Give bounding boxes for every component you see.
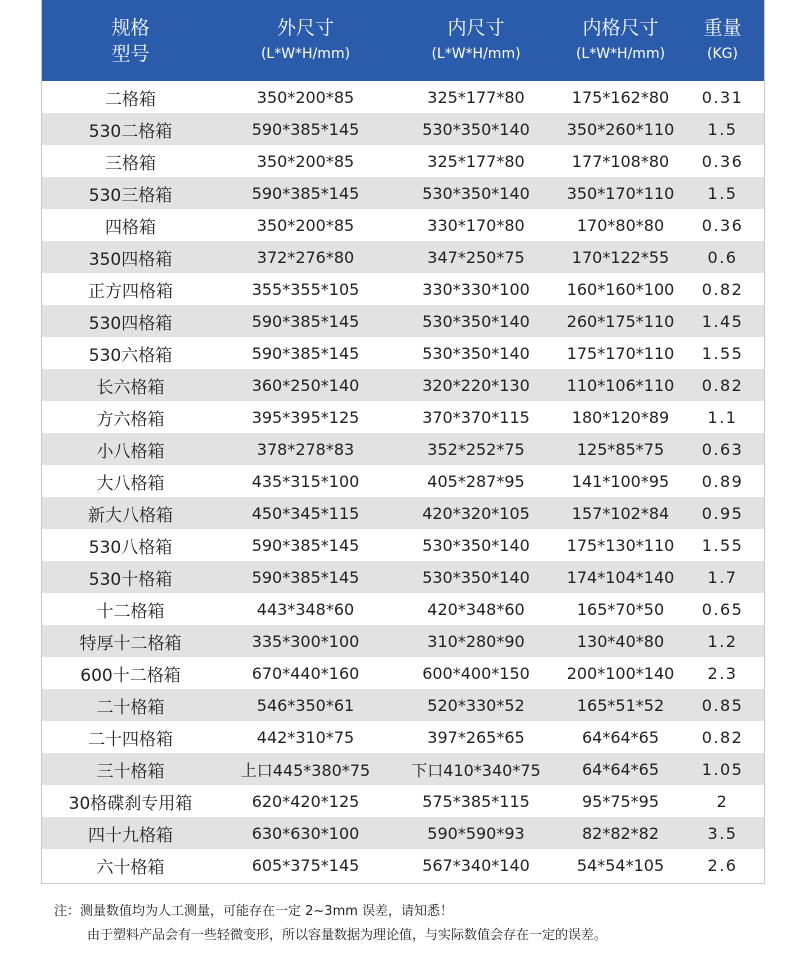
cell-model: 三格箱 — [105, 153, 156, 174]
table-row — [42, 849, 764, 881]
cell-model: 四十九格箱 — [88, 825, 173, 846]
cell-outer-size: 372*276*80 — [256, 247, 355, 267]
cell-weight: 0.36 — [701, 215, 744, 235]
note-line-1: 注：测量数值均为人工测量，可能存在一定 2~3mm 误差，请知悉！ — [54, 904, 454, 919]
table-row — [42, 113, 764, 145]
cell-weight: 3.5 — [707, 823, 738, 843]
cell-model: 长六格箱 — [96, 377, 165, 398]
cell-cell-size: 175*130*110 — [566, 535, 675, 555]
cell-cell-size: 350*170*110 — [566, 183, 675, 203]
cell-cell-size: 200*100*140 — [566, 663, 675, 683]
cell-cell-size: 95*75*95 — [581, 791, 660, 811]
cell-weight: 1.7 — [707, 567, 738, 587]
header-cell-size: 内格尺寸 (L*W*H/mm) — [575, 16, 666, 62]
cell-outer-size: 378*278*83 — [256, 439, 355, 459]
cell-model: 三十格箱 — [96, 761, 165, 782]
table-row — [42, 241, 764, 273]
cell-inner-size: 600*400*150 — [422, 663, 530, 683]
cell-inner-size: 310*280*90 — [427, 631, 525, 651]
cell-weight: 0.31 — [701, 87, 744, 107]
cell-cell-size: 157*102*84 — [571, 503, 670, 523]
cell-cell-size: 110*106*110 — [566, 375, 675, 395]
cell-model: 六十格箱 — [96, 857, 165, 878]
table-row — [42, 401, 764, 433]
cell-weight: 0.89 — [701, 471, 744, 491]
cell-cell-size: 175*170*110 — [566, 343, 675, 363]
cell-outer-size: 590*385*145 — [251, 311, 360, 331]
table-row — [42, 81, 764, 113]
cell-inner-size: 397*265*65 — [427, 727, 525, 747]
cell-model: 530三格箱 — [88, 185, 173, 206]
cell-cell-size: 175*162*80 — [571, 87, 670, 107]
cell-model: 新大八格箱 — [88, 505, 173, 526]
cell-outer-size: 630*630*100 — [251, 823, 360, 843]
cell-inner-size: 325*177*80 — [427, 151, 525, 171]
cell-model: 30格碟刹专用箱 — [68, 793, 193, 814]
cell-weight: 2 — [716, 791, 729, 811]
table-row — [42, 177, 764, 209]
cell-cell-size: 130*40*80 — [576, 631, 665, 651]
cell-outer-size: 335*300*100 — [251, 631, 360, 651]
cell-outer-size: 620*420*125 — [251, 791, 360, 811]
cell-outer-size: 590*385*145 — [251, 567, 360, 587]
cell-model: 二十四格箱 — [88, 729, 173, 750]
cell-model: 530八格箱 — [88, 537, 173, 558]
cell-weight: 0.82 — [701, 727, 744, 747]
cell-inner-size: 320*220*130 — [422, 375, 530, 395]
cell-cell-size: 82*82*82 — [581, 823, 660, 843]
cell-cell-size: 260*175*110 — [566, 311, 675, 331]
cell-outer-size: 590*385*145 — [251, 119, 360, 139]
cell-cell-size: 180*120*89 — [571, 407, 670, 427]
cell-model: 小八格箱 — [96, 441, 165, 462]
cell-inner-size: 530*350*140 — [422, 343, 530, 363]
cell-weight: 0.82 — [701, 279, 744, 299]
cell-inner-size: 325*177*80 — [427, 87, 525, 107]
cell-model: 二格箱 — [105, 89, 156, 110]
cell-weight: 2.3 — [707, 663, 738, 683]
cell-outer-size: 360*250*140 — [251, 375, 360, 395]
cell-cell-size: 165*51*52 — [576, 695, 665, 715]
cell-cell-size: 54*54*105 — [576, 855, 665, 875]
table-row — [42, 657, 764, 689]
cell-weight: 0.36 — [701, 151, 744, 171]
header-model: 规格 型号 — [111, 16, 150, 65]
table-row — [42, 497, 764, 529]
cell-weight: 2.6 — [707, 855, 738, 875]
cell-model: 350四格箱 — [88, 249, 173, 270]
cell-inner-size: 530*350*140 — [422, 119, 530, 139]
table-row — [42, 753, 764, 785]
table-row — [42, 561, 764, 593]
cell-outer-size: 605*375*145 — [251, 855, 360, 875]
table-row — [42, 529, 764, 561]
cell-inner-size: 330*330*100 — [422, 279, 530, 299]
cell-outer-size: 350*200*85 — [256, 215, 355, 235]
cell-model: 530四格箱 — [88, 313, 173, 334]
cell-inner-size: 530*350*140 — [422, 567, 530, 587]
table-row — [42, 721, 764, 753]
cell-model: 正方四格箱 — [88, 281, 173, 302]
cell-cell-size: 160*160*100 — [566, 279, 675, 299]
cell-weight: 1.45 — [701, 311, 744, 331]
table-row — [42, 465, 764, 497]
cell-weight: 1.5 — [707, 119, 738, 139]
cell-weight: 0.6 — [707, 247, 738, 267]
cell-outer-size: 395*395*125 — [251, 407, 360, 427]
cell-outer-size: 355*355*105 — [251, 279, 360, 299]
cell-model: 530十格箱 — [88, 569, 173, 590]
cell-model: 大八格箱 — [96, 473, 165, 494]
cell-outer-size: 670*440*160 — [251, 663, 360, 683]
table-row — [42, 817, 764, 849]
cell-model: 530二格箱 — [88, 121, 173, 142]
cell-inner-size: 530*350*140 — [422, 311, 530, 331]
cell-cell-size: 170*80*80 — [576, 215, 665, 235]
cell-inner-size: 420*348*60 — [427, 599, 525, 619]
header-inner-size: 内尺寸 (L*W*H/mm) — [431, 16, 521, 62]
table-row — [42, 209, 764, 241]
cell-weight: 1.2 — [707, 631, 738, 651]
table-row — [42, 369, 764, 401]
cell-weight: 0.95 — [701, 503, 744, 523]
cell-outer-size: 590*385*145 — [251, 343, 360, 363]
cell-outer-size: 590*385*145 — [251, 183, 360, 203]
cell-inner-size: 590*590*93 — [427, 823, 525, 843]
cell-outer-size: 上口445*380*75 — [240, 760, 371, 780]
cell-cell-size: 174*104*140 — [566, 567, 675, 587]
cell-inner-size: 567*340*140 — [422, 855, 530, 875]
table-row — [42, 305, 764, 337]
spec-table-container — [41, 0, 765, 884]
cell-inner-size: 347*250*75 — [427, 247, 525, 267]
cell-cell-size: 125*85*75 — [576, 439, 665, 459]
cell-weight: 0.85 — [701, 695, 744, 715]
cell-outer-size: 350*200*85 — [256, 151, 355, 171]
spec-table — [42, 0, 764, 881]
cell-cell-size: 165*70*50 — [576, 599, 665, 619]
table-row — [42, 625, 764, 657]
cell-inner-size: 520*330*52 — [427, 695, 525, 715]
table-row — [42, 593, 764, 625]
cell-cell-size: 141*100*95 — [571, 471, 670, 491]
notes — [54, 900, 774, 948]
cell-weight: 0.63 — [701, 439, 744, 459]
table-row — [42, 145, 764, 177]
cell-cell-size: 177*108*80 — [571, 151, 670, 171]
table-body — [42, 81, 764, 881]
cell-weight: 0.82 — [701, 375, 744, 395]
cell-weight: 0.65 — [701, 599, 744, 619]
table-row — [42, 433, 764, 465]
cell-model: 二十格箱 — [96, 697, 165, 718]
cell-model: 方六格箱 — [96, 409, 165, 430]
cell-inner-size: 575*385*115 — [422, 791, 530, 811]
cell-outer-size: 435*315*100 — [251, 471, 360, 491]
table-row — [42, 689, 764, 721]
cell-inner-size: 530*350*140 — [422, 183, 530, 203]
cell-inner-size: 420*320*105 — [422, 503, 530, 523]
cell-cell-size: 64*64*65 — [581, 759, 660, 779]
table-row — [42, 337, 764, 369]
cell-weight: 1.55 — [701, 535, 744, 555]
table-header-row — [42, 0, 764, 81]
cell-outer-size: 590*385*145 — [251, 535, 360, 555]
cell-cell-size: 64*64*65 — [581, 727, 660, 747]
cell-cell-size: 170*122*55 — [571, 247, 670, 267]
cell-inner-size: 352*252*75 — [427, 439, 525, 459]
cell-inner-size: 330*170*80 — [427, 215, 525, 235]
cell-weight: 1.05 — [701, 759, 744, 779]
cell-outer-size: 442*310*75 — [256, 727, 355, 747]
cell-weight: 1.1 — [707, 407, 738, 427]
table-row — [42, 785, 764, 817]
header-weight: 重量 (KG) — [703, 16, 742, 62]
cell-outer-size: 546*350*61 — [256, 695, 355, 715]
cell-inner-size: 370*370*115 — [422, 407, 530, 427]
cell-inner-size: 下口410*340*75 — [411, 760, 541, 780]
cell-cell-size: 350*260*110 — [566, 119, 675, 139]
header-outer-size: 外尺寸 (L*W*H/mm) — [260, 16, 351, 62]
cell-outer-size: 450*345*115 — [251, 503, 360, 523]
cell-model: 四格箱 — [105, 217, 156, 238]
cell-model: 特厚十二格箱 — [79, 633, 182, 654]
cell-model: 600十二格箱 — [80, 665, 181, 686]
cell-weight: 1.5 — [707, 183, 738, 203]
cell-model: 十二格箱 — [96, 601, 165, 622]
table-row — [42, 273, 764, 305]
cell-weight: 1.55 — [701, 343, 744, 363]
cell-outer-size: 443*348*60 — [256, 599, 355, 619]
cell-inner-size: 530*350*140 — [422, 535, 530, 555]
note-line-2: 由于塑料产品会有一些轻微变形，所以容量数据为理论值，与实际数值会存在一定的误差。 — [87, 928, 608, 943]
cell-inner-size: 405*287*95 — [427, 471, 525, 491]
cell-outer-size: 350*200*85 — [256, 87, 355, 107]
cell-model: 530六格箱 — [88, 345, 173, 366]
